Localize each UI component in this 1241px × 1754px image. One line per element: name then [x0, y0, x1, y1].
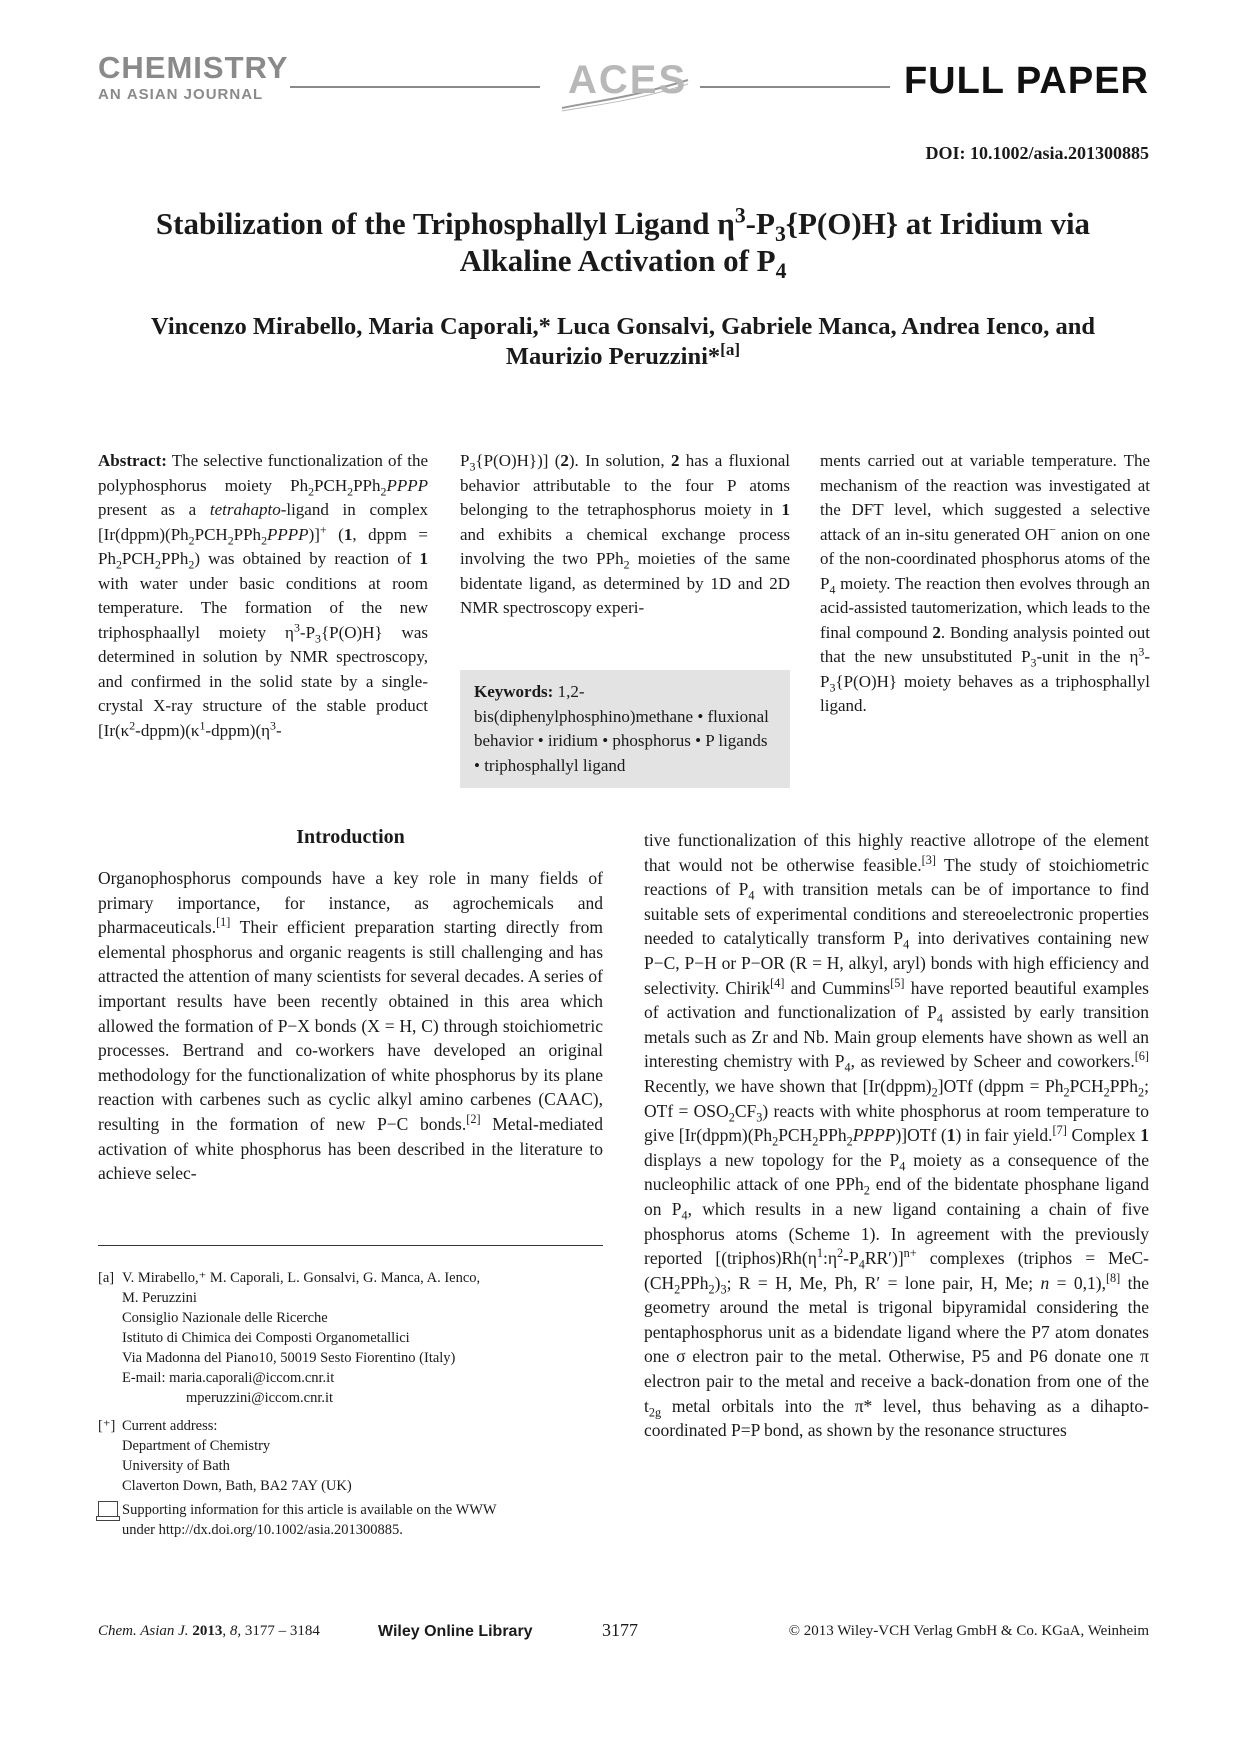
- section-heading-introduction: Introduction: [296, 826, 405, 848]
- journal-name: CHEMISTRY: [98, 50, 289, 85]
- doi: DOI: 10.1002/asia.201300885: [925, 143, 1149, 163]
- footnote-rule: [98, 1245, 603, 1246]
- abstract-column-2: $P_3\{P(O)H\}$)] (2). In solution, 2 has a fluxional behavior attributable to the four P atoms belonging to the tetraphosphorus moiety in 1 and exhibits a chemical exchange process involving the two PPh$_2$ moieties of the same bidentate ligand, as determined by 1D and 2D NMR spectroscopy experi-: [460, 451, 790, 617]
- abstract-column-3: ments carried out at variable temperature. The mechanism of the reaction was investigated at the DFT level, which suggested a selective attack of an in-situ generated OH− anion on one of the non-coordinated phosphorus atoms of the $P_4$ moiety. The reaction then evolves through an acid-assisted tautomerization, which leads to the final compound 2. Bonding analysis pointed out that the new unsubstituted $P_3$-unit in the $\eta^3-P_3\{P(O)H\}$ moiety behaves as a triphosphallyl ligand.: [820, 451, 1151, 715]
- footer-copyright: © 2013 Wiley-VCH Verlag GmbH & Co. KGaA, Weinheim: [788, 1623, 1149, 1639]
- header-rule-right: [700, 86, 890, 88]
- computer-icon: [98, 1501, 118, 1517]
- supporting-information-note: Supporting information for this article is available on the WWW under http://dx.doi.org/10.1002/asia.201300885.: [98, 1500, 603, 1540]
- section-label: FULL PAPER: [903, 60, 1149, 102]
- keywords-box: Keywords: 1,2-bis(diphenylphosphino)methane • fluxional behavior • iridium • phosphorus • P ligands • triphosphallyl ligand: [460, 670, 790, 788]
- keywords-text: 1,2-bis(diphenylphosphino)methane • fluxional behavior • iridium • phosphorus • P ligands • triphosphallyl ligand: [474, 682, 769, 775]
- wiley-online-library: Wiley Online Library: [378, 1623, 533, 1640]
- affiliation-footnote: [a] V. Mirabello,⁺ M. Caporali, L. Gonsalvi, G. Manca, A. Ienco, M. Peruzzini Consiglio Nazionale delle Ricerche Istituto di Chimica dei Composti Organometallici Via Madonna del Piano10, 50019 Sesto Fiorentino (Italy) E-mail: maria.caporali@iccom.cnr.it mperuzzini@iccom.cnr.it [⁺] Current address: Department of Chemistry University of Bath Claverton Down, Bath, BA2 7AY (UK): [98, 1270, 481, 1494]
- body-column-1: Organophosphorus compounds have a key role in many fields of primary importance, for instance, as agrochemicals and pharmaceuticals.[1] Their efficient preparation starting directly from elemental phosphorus and organic reagents is still challenging and has attracted the attention of many scientists for several decades. A series of important results have been recently obtained in this area which allowed the formation of P−X bonds (X = H, C) through stoichiometric processes. Bertrand and co-workers have developed an original methodology for the functionalization of white phosphorus by its plane reaction with carbenes such as cyclic alkyl amino carbenes (CAAC), resulting in the formation of new P−C bonds.[2] Metal-mediated activation of white phosphorus has been described in the literature to achieve selec-: [98, 868, 603, 1184]
- aces-logo: ACES: [560, 58, 690, 118]
- abstract-column-1: Abstract: The selective functionalization of the polyphosphorus moiety $Ph_2PCH_2PPh_2PPPP$ present as a tetrahapto-ligand in complex $[Ir(dppm)(Ph_2PCH_2PPh_2PPPP)]^+$ (1, dppm = $Ph_2PCH_2PPh_2$) was obtained by reaction of 1 with water under basic conditions at room temperature. The formation of the new triphosphaallyl moiety $\eta^3-P_3\{P(O)H\}$ was determined in solution by NMR spectroscopy, and confirmed in the solid state by a single-crystal X-ray structure of the stable product [$Ir(\kappa^2-dppm)(\kappa^1-dppm)(\eta^3-$: [98, 451, 428, 740]
- article-title: Stabilization of the Triphosphallyl Ligand $\eta^3-P_3\{P(O)H\}$ at Iridium via Alkaline Activation of $P_4$: [155, 203, 1091, 284]
- body-column-2: tive functionalization of this highly reactive allotrope of the element that would not be otherwise feasible.[3] The study of stoichiometric reactions of $P_4$ with transition metals can be of importance to find suitable sets of experimental conditions and stereoelectronic properties needed to catalytically transform $P_4$ into derivatives containing new P−C, P−H or P−OR (R = H, alkyl, aryl) bonds with high efficiency and selectivity. Chirik[4] and Cummins[5] have reported beautiful examples of activation and functionalization of $P_4$ assisted by early transition metals such as Zr and Nb. Main group elements have shown as well an interesting chemistry with $P_4$, as reviewed by Scheer and coworkers.[6] Recently, we have shown that $[Ir(dppm)_2]OTf$ (dppm = $Ph_2PCH_2PPh_2$; OTf = $OSO_2CF_3$) reacts with white phosphorus at room temperature to give $[Ir(dppm)(Ph_2PCH_2PPh_2PPPP)]OTf$ (1) in fair yield.[7] Complex 1 displays a new topology for the $P_4$ moiety as a consequence of the nucleophilic attack of one PPh$_2$ end of the bidentate phosphane ligand on $P_4$, which results in a new ligand containing a chain of five phosphorus atoms (Scheme 1). In agreement with the previously reported $[(triphos)Rh(\eta^1:\eta^2-P_4RR')]^{n+}$ complexes (triphos = MeC-$(CH_2PPh_2)_3$; R = H, Me, Ph, R′ = lone pair, H, Me; n = 0,1),[8] the geometry around the metal is trigonal bipyramidal considering the pentaphosphorus unit as a bidendate ligand where the P7 atom donates one σ electron pair to the metal. Otherwise, P5 and P6 donate one π electron pair to the metal and receive a back-donation from one of the $t_{2g}$ metal orbitals into the π* level, thus behaving as a dihapto-coordinated P=P bond, as shown by the resonance structures: [644, 830, 1150, 1441]
- page-number: 3177: [602, 1620, 638, 1640]
- authors: Vincenzo Mirabello, Maria Caporali,* Luca Gonsalvi, Gabriele Manca, Andrea Ienco, and Maurizio Peruzzini*[a]: [151, 313, 1095, 370]
- footer-citation: Chem. Asian J. 2013, 8, 3177 – 3184: [98, 1623, 320, 1639]
- journal-logo: [98, 52, 288, 104]
- journal-subtitle: AN ASIAN JOURNAL: [98, 86, 264, 103]
- header-rule-left: [290, 86, 540, 88]
